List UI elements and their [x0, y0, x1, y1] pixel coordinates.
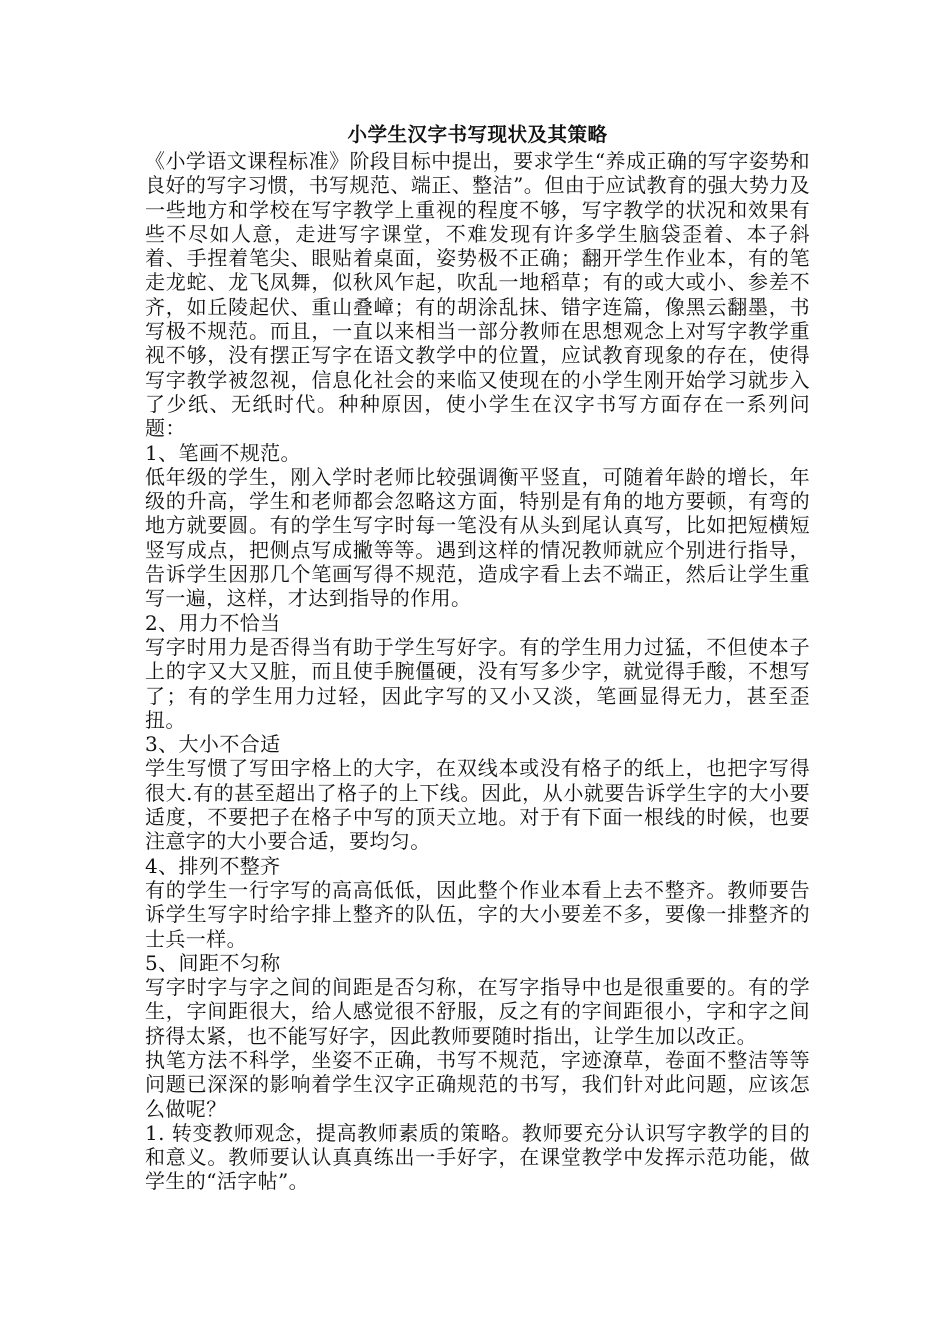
force-paragraph: 写字时用力是否得当有助于学生写好字。有的学生用力过猛，不但使本子上的字又大又脏，而且使手腕僵硬，没有写多少字，就觉得手酸，不想写了；有的学生用力过轻，因此字写的又小又淡，笔画显得无力，甚至歪扭。: [145, 634, 810, 732]
document-title: 小学生汉字书写现状及其策略: [347, 123, 608, 146]
alignment-paragraph: 有的学生一行字写的高高低低，因此整个作业本看上去不整齐。教师要告诉学生写字时给字排上整齐的队伍，字的大小要差不多，要像一排整齐的士兵一样。: [145, 877, 810, 951]
intro-paragraph: 《小学语文课程标准》阶段目标中提出，要求学生“养成正确的写字姿势和良好的写字习惯，书写规范、端正、整洁”。但由于应试教育的强大势力及一些地方和学校在写字教学上重视的程度不够，写字教学的状况和效果有些不尽如人意，走进写字课堂，不难发现有许多学生脑袋歪着、本子斜着、手捏着笔尖、眼贴着桌面，姿势极不正确；翻开学生作业本，有的笔走龙蛇、龙飞凤舞，似秋风乍起，吹乱一地稻草；有的或大或小、参差不齐，如丘陵起伏、重山叠嶂；有的胡涂乱抹、错字连篇，像黑云翻墨，书写极不规范。而且，一直以来相当一部分教师在思想观念上对写字教学重视不够，没有摆正写字在语文教学中的位置，应试教育现象的存在，使得写字教学被忽视，信息化社会的来临又使现在的小学生刚开始学习就步入了少纸、无纸时代。种种原因，使小学生在汉字书写方面存在一系列问题：: [145, 149, 810, 441]
size-paragraph: 学生写惯了写田字格上的大字，在双线本或没有格子的纸上，也把字写得很大.有的甚至超出了格子的上下线。因此，从小就要告诉学生字的大小要适度，不要把子在格子中写的顶天立地。对于有下面一根线的时候，也要注意字的大小要合适，要均匀。: [145, 756, 810, 854]
document-page: [145, 121, 810, 1194]
strategy-paragraph: 1. 转变教师观念，提高教师素质的策略。教师要充分认识写字教学的目的和意义。教师要认认真真练出一手好字，在课堂教学中发挥示范功能，做学生的“活字帖”。: [145, 1120, 810, 1194]
section-heading-size: 3、大小不合适: [145, 732, 281, 757]
section-heading-spacing: 5、间距不匀称: [145, 950, 281, 975]
summary-paragraph: 执笔方法不科学，坐姿不正确，书写不规范，字迹潦草，卷面不整洁等等问题已深深的影响着学生汉字正确规范的书写，我们针对此问题，应该怎么做呢？: [145, 1047, 810, 1121]
section-heading-strokes: 1、笔画不规范。: [145, 440, 301, 465]
section-heading-force: 2、用力不恰当: [145, 610, 281, 635]
section-heading-alignment: 4、排列不整齐: [145, 853, 281, 878]
strokes-paragraph: 低年级的学生，刚入学时老师比较强调衡平竖直，可随着年龄的增长，年级的升高，学生和老师都会忽略这方面，特别是有角的地方要顿，有弯的地方就要圆。有的学生写字时每一笔没有从头到尾认真写，比如把短横短竖写成点，把侧点写成撇等等。遇到这样的情况教师就应个别进行指导，告诉学生因那几个笔画写得不规范，造成字看上去不端正，然后让学生重写一遍，这样，才达到指导的作用。: [145, 464, 810, 611]
spacing-paragraph: 写字时字与字之间的间距是否匀称，在写字指导中也是很重要的。有的学生，字间距很大，给人感觉很不舒服，反之有的字间距很小，字和字之间挤得太紧，也不能写好字，因此教师要随时指出，让学生加以改正。: [145, 975, 810, 1048]
